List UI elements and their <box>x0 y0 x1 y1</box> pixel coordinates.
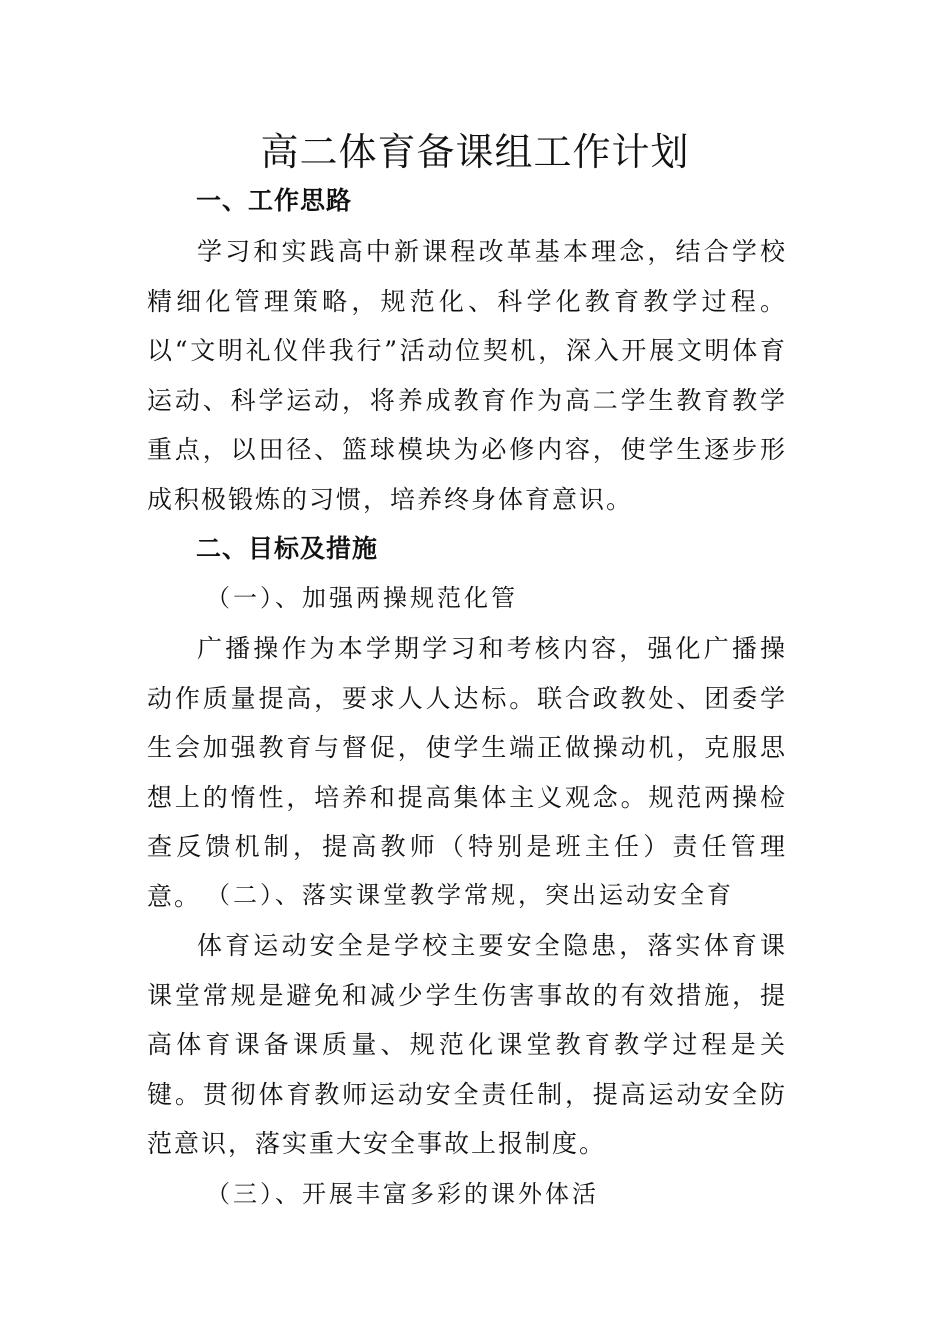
section-paragraph-work-ideas: 学习和实践高中新课程改革基本理念，结合学校精细化管理策略，规范化、科学化教育教学过程。以“文明礼仪伴我行”活动位契机，深入开展文明体育运动、科学运动，将养成教育作为高二学生教育教学重点，以田径、篮球模块为必修内容，使学生逐步形成积极锻炼的习惯，培养终身体育意识。 <box>147 237 787 514</box>
subsection-heading-classroom-safety: （二）、落实课堂教学常规，突出运动安全育 <box>206 881 734 909</box>
subsection-paragraph-exercise-management: 广播操作为本学期学习和考核内容，强化广播操动作质量提高，要求人人达标。联合政教处、团委学生会加强教育与督促，使学生端正做操动机，克服思想上的惰性，培养和提高集体主义观念。规范两操检查反馈机制，提高教师（特别是班主任）责任管理意。 <box>147 634 787 911</box>
subsection-paragraph-classroom-safety: 体育运动安全是学校主要安全隐患，落实体育课课堂常规是避免和减少学生伤害事故的有效措施，提高体育课备课质量、规范化课堂教育教学过程是关键。贯彻体育教师运动安全责任制，提高运动安全防范意识，落实重大安全事故上报制度。 <box>147 931 787 1158</box>
section-heading-goals-measures: 二、目标及措施 <box>196 534 379 563</box>
section-heading-work-ideas: 一、工作思路 <box>196 186 353 215</box>
document-title: 高二体育备课组工作计划 <box>260 130 690 174</box>
subsection-heading-exercise-management: （一）、加强两操规范化管 <box>206 584 518 612</box>
subsection-heading-extracurricular: （三）、开展丰富多彩的课外体活 <box>206 1180 599 1208</box>
